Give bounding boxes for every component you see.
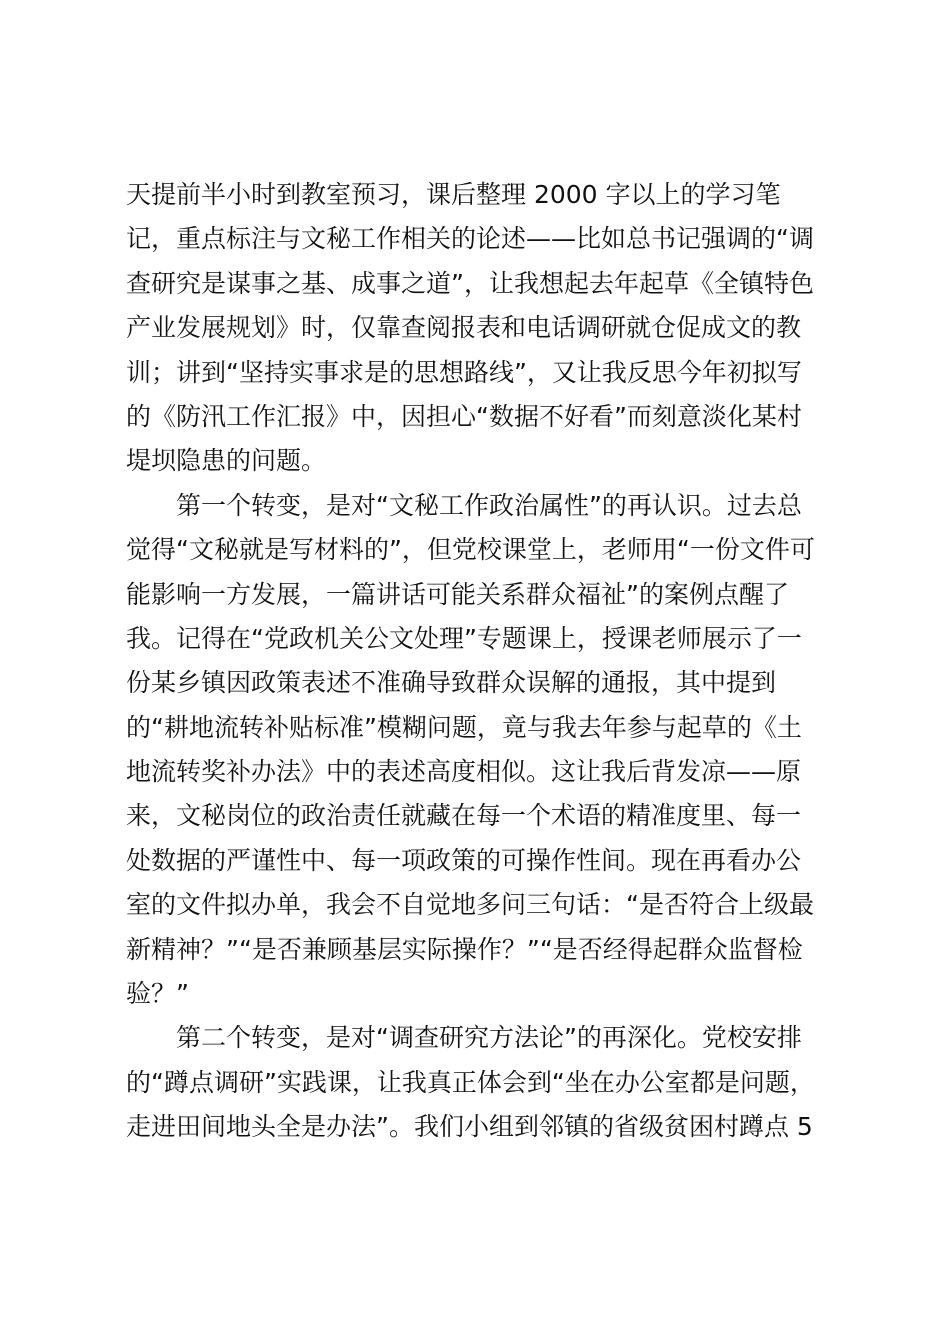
text-line: 能影响一方发展，一篇讲话可能关系群众福祉”的案例点醒了	[126, 579, 789, 609]
text-line: 地流转奖补办法》中的表述高度相似。这让我后背发凉——原	[126, 757, 802, 787]
text-line: 我。记得在“党政机关公文处理”专题课上，授课老师展示了一	[126, 623, 802, 653]
text-line: 来，文秘岗位的政治责任就藏在每一个术语的精准度里、每一	[126, 801, 802, 831]
text-line: 走进田间地头全是办法”。我们小组到邻镇的省级贫困村蹲点 5	[126, 1112, 813, 1142]
text-line: 份某乡镇因政策表述不准确导致群众误解的通报，其中提到	[126, 668, 777, 698]
text-line: 天提前半小时到教室预习，课后整理 2000 字以上的学习笔	[126, 180, 781, 209]
text-line: 记，重点标注与文秘工作相关的论述——比如总书记强调的“调	[126, 224, 814, 254]
document-body	[126, 173, 836, 1150]
text-line: 产业发展规划》时，仅靠查阅报表和电话调研就仓促成文的教	[126, 313, 802, 343]
text-line: 训；讲到“坚持实事求是的思想路线”，又让我反思今年初拟写	[126, 357, 802, 387]
text-line: 觉得“文秘就是写材料的”，但党校课堂上，老师用“一份文件可	[126, 535, 815, 565]
text-line: 的“蹲点调研”实践课，让我真正体会到“坐在办公室都是问题，	[126, 1067, 815, 1097]
text-line: 验？”	[126, 979, 189, 1009]
text-line: 新精神？”“是否兼顾基层实际操作？”“是否经得起群众监督检	[126, 934, 803, 964]
text-line: 的《防汛工作汇报》中，因担心“数据不好看”而刻意淡化某村	[126, 401, 802, 431]
text-line: 第二个转变，是对“调查研究方法论”的再深化。党校安排	[176, 1023, 802, 1053]
text-line: 的“耕地流转补贴标准”模糊问题，竟与我去年参与起草的《土	[126, 712, 802, 742]
text-line: 处数据的严谨性中、每一项政策的可操作性间。现在再看办公	[126, 845, 802, 875]
text-line: 堤坝隐患的问题。	[126, 446, 327, 476]
text-line: 室的文件拟办单，我会不自觉地多问三句话：“是否符合上级最	[126, 890, 814, 920]
text-line: 第一个转变，是对“文秘工作政治属性”的再认识。过去总	[176, 490, 802, 520]
text-line: 查研究是谋事之基、成事之道”，让我想起去年起草《全镇特色	[126, 268, 814, 298]
